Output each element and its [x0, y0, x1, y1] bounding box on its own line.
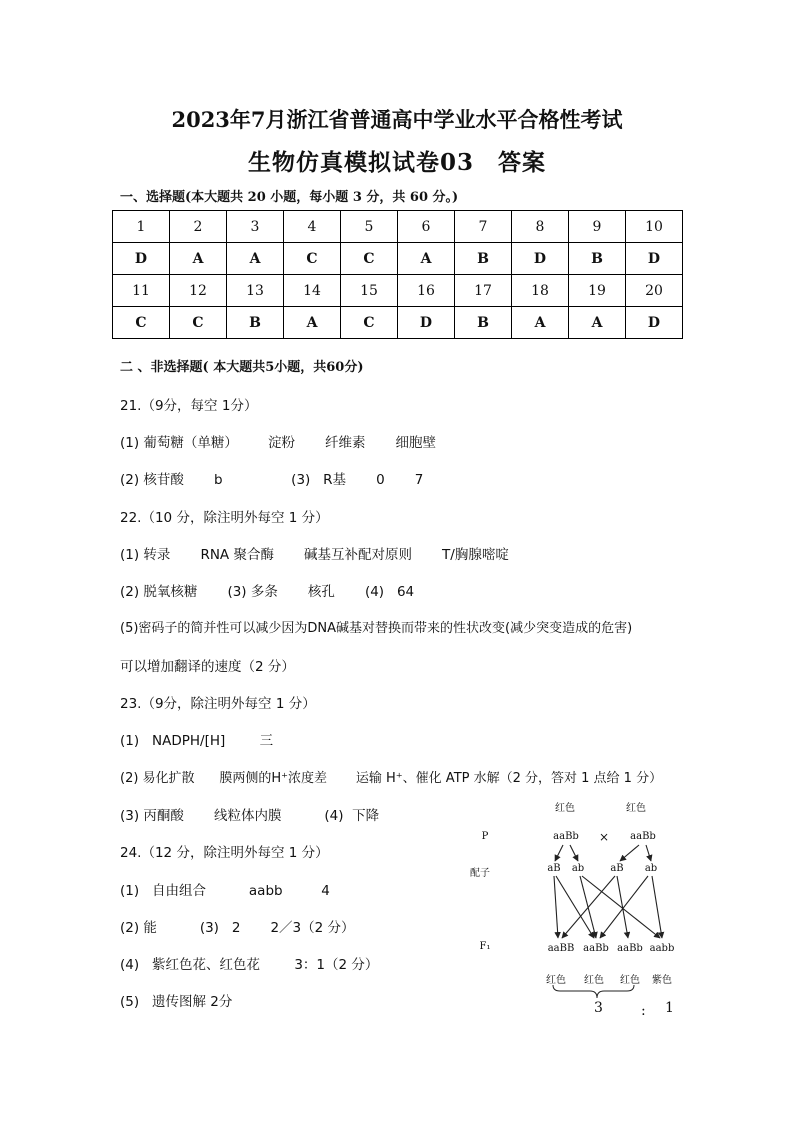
cell: 2: [170, 211, 227, 243]
page-title: 2023年7月浙江省普通高中学业水平合格性考试: [171, 107, 623, 132]
cell: 14: [284, 275, 341, 307]
cell: A: [398, 243, 455, 275]
q23-answer-line: (2) 易化扩散 膜两侧的H⁺浓度差 运输 H⁺、催化 ATP 水解（2 分，答对 1 点给 1 分）: [120, 771, 663, 786]
gamete: ab: [644, 863, 658, 874]
f1-phenotype: 红色: [620, 975, 640, 986]
cell: 8: [512, 211, 569, 243]
f1-genotype: aaBB: [547, 943, 575, 954]
q24-answer-line: (2) 能 (3) 2 2／3（2 分）: [120, 920, 355, 936]
cell: 17: [455, 275, 512, 307]
cross-symbol: ×: [598, 830, 610, 844]
q24-answer-line: (4) 紫红色花、红色花 3：1（2 分）: [120, 957, 379, 973]
cell: A: [512, 307, 569, 339]
q21-answer-line: (1) 葡萄糖（单糖） 淀粉 纤维素 细胞壁: [120, 435, 437, 451]
cell: B: [455, 307, 512, 339]
cell: B: [569, 243, 626, 275]
cell: D: [113, 243, 170, 275]
parent-genotype-1: aaBb: [553, 831, 579, 842]
q21-answer-line: (2) 核苷酸 b (3) R基 0 7: [120, 472, 424, 488]
q22-answer-line: (2) 脱氧核糖 (3) 多条 核孔 (4) 64: [120, 584, 415, 600]
f1-genotype: aabb: [649, 943, 675, 954]
f1-label: F₁: [479, 941, 491, 952]
cell: 12: [170, 275, 227, 307]
q24-answer-line: (1) 自由组合 aabb 4: [120, 883, 330, 899]
cell: C: [341, 307, 398, 339]
cell: 16: [398, 275, 455, 307]
q22-answer-line: 可以增加翻译的速度（2 分）: [120, 659, 295, 675]
cell: 1: [113, 211, 170, 243]
ratio-dominant: 3: [594, 1000, 603, 1016]
cell: B: [227, 307, 284, 339]
cell: C: [170, 307, 227, 339]
cell: A: [569, 307, 626, 339]
gamete: ab: [571, 863, 585, 874]
q23-answer-line: (3) 丙酮酸 线粒体内膜 (4) 下降: [120, 808, 380, 824]
cell: 11: [113, 275, 170, 307]
parent-genotype-2: aaBb: [630, 831, 656, 842]
q22-answer-line: (5)密码子的简并性可以减少因为DNA碱基对替换而带来的性状改变(减少突变造成的危害): [120, 621, 633, 636]
cell: D: [512, 243, 569, 275]
cell: A: [284, 307, 341, 339]
f1-phenotype: 紫色: [652, 975, 672, 986]
table-row-answers-1: [113, 243, 683, 275]
q22-answer-line: (1) 转录 RNA 聚合酶 碱基互补配对原则 T/胸腺嘧啶: [120, 547, 509, 563]
cell: 9: [569, 211, 626, 243]
table-row-numbers-2: [113, 275, 683, 307]
gamete: aB: [547, 863, 561, 874]
cell: A: [227, 243, 284, 275]
gamete-label: 配子: [470, 868, 490, 879]
cell: 3: [227, 211, 284, 243]
cell: 18: [512, 275, 569, 307]
cell: 19: [569, 275, 626, 307]
cell: 7: [455, 211, 512, 243]
cell: C: [284, 243, 341, 275]
cell: D: [626, 307, 683, 339]
q22-heading: 22.（10 分，除注明外每空 1 分）: [120, 510, 329, 526]
q24-answer-line: (5) 遗传图解 2分: [120, 994, 233, 1010]
q23-heading: 23.（9分，除注明外每空 1 分）: [120, 696, 316, 712]
section-1-heading: 一、选择题(本大题共 20 小题，每小题 3 分，共 60 分。): [120, 190, 459, 205]
cell: 20: [626, 275, 683, 307]
answer-table: [112, 210, 683, 339]
p-label: P: [481, 831, 489, 842]
cell: D: [398, 307, 455, 339]
gamete: aB: [610, 863, 624, 874]
page-subtitle: 生物仿真模拟试卷03 答案: [247, 149, 546, 176]
cell: B: [455, 243, 512, 275]
ratio-colon: :: [641, 1003, 646, 1019]
parent-phenotype-1: 红色: [555, 803, 575, 814]
cell: D: [626, 243, 683, 275]
f1-genotype: aaBb: [617, 943, 643, 954]
cell: 6: [398, 211, 455, 243]
cell: 4: [284, 211, 341, 243]
f1-genotype: aaBb: [583, 943, 609, 954]
table-row-numbers-1: [113, 211, 683, 243]
cell: 13: [227, 275, 284, 307]
cell: C: [113, 307, 170, 339]
cell: 15: [341, 275, 398, 307]
cell: C: [341, 243, 398, 275]
q24-heading: 24.（12 分，除注明外每空 1 分）: [120, 845, 329, 861]
q23-answer-line: (1) NADPH/[H] 三: [120, 733, 274, 749]
f1-phenotype: 红色: [546, 975, 566, 986]
parent-phenotype-2: 红色: [626, 803, 646, 814]
cell: 5: [341, 211, 398, 243]
cell: 10: [626, 211, 683, 243]
f1-phenotype: 红色: [584, 975, 604, 986]
section-2-heading: 二 、非选择题( 本大题共5小题，共60分): [120, 360, 364, 375]
table-row-answers-2: [113, 307, 683, 339]
ratio-recessive: 1: [665, 1000, 674, 1016]
q21-heading: 21.（9分，每空 1分）: [120, 398, 258, 414]
cell: A: [170, 243, 227, 275]
